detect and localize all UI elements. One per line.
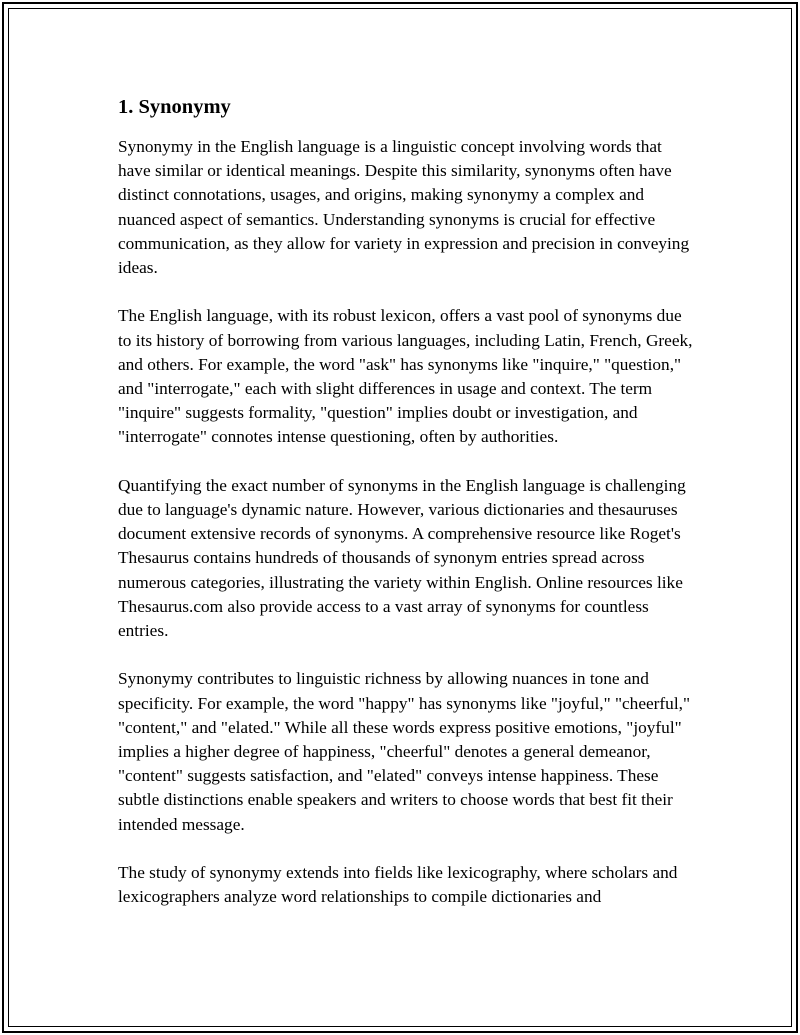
paragraph-1: Synonymy in the English language is a linguistic concept involving words that have similar or identical meanings. Despite this similarity, synonyms often have distinct connotations, usages, and origins, making synonymy a complex and nuanced aspect of semantics. Understanding synonyms is crucial for effective communication, as they allow for variety in expression and precision in conveying ideas. <box>118 137 690 278</box>
section-title: 1. Synonymy <box>118 96 231 118</box>
paragraph-4: Synonymy contributes to linguistic richness by allowing nuances in tone and specificity. For example, the word "happy" has synonyms like "joyful," "cheerful," "content," and "elated." While all these words express positive emotions, "joyful" implies a higher degree of happiness, "cheerful" denotes a general demeanor, "content" suggests satisfaction, and "elated" conveys intense happiness. These subtle distinctions enable speakers and writers to choose words that best fit their intended message. <box>118 669 690 834</box>
paragraph-3: Quantifying the exact number of synonyms in the English language is challenging due to language's dynamic nature. However, various dictionaries and thesauruses document extensive records of synonyms. A comprehensive resource like Roget's Thesaurus contains hundreds of thousands of synonym entries spread across numerous categories, illustrating the variety within English. Online resources like Thesaurus.com also provide access to a vast array of synonyms for countless entries. <box>118 475 686 641</box>
paragraph-5: The study of synonymy extends into fields like lexicography, where scholars and lexicographers analyze word relationships to compile dictionaries and <box>118 863 678 907</box>
document-body <box>118 93 698 934</box>
paragraph-2: The English language, with its robust lexicon, offers a vast pool of synonyms due to its history of borrowing from various languages, including Latin, French, Greek, and others. For example, the word "ask" has synonyms like "inquire," "question," and "interrogate," each with slight differences in usage and context. The term "inquire" suggests formality, "question" implies doubt or investigation, and "interrogate" connotes intense questioning, often by authorities. <box>118 306 693 447</box>
